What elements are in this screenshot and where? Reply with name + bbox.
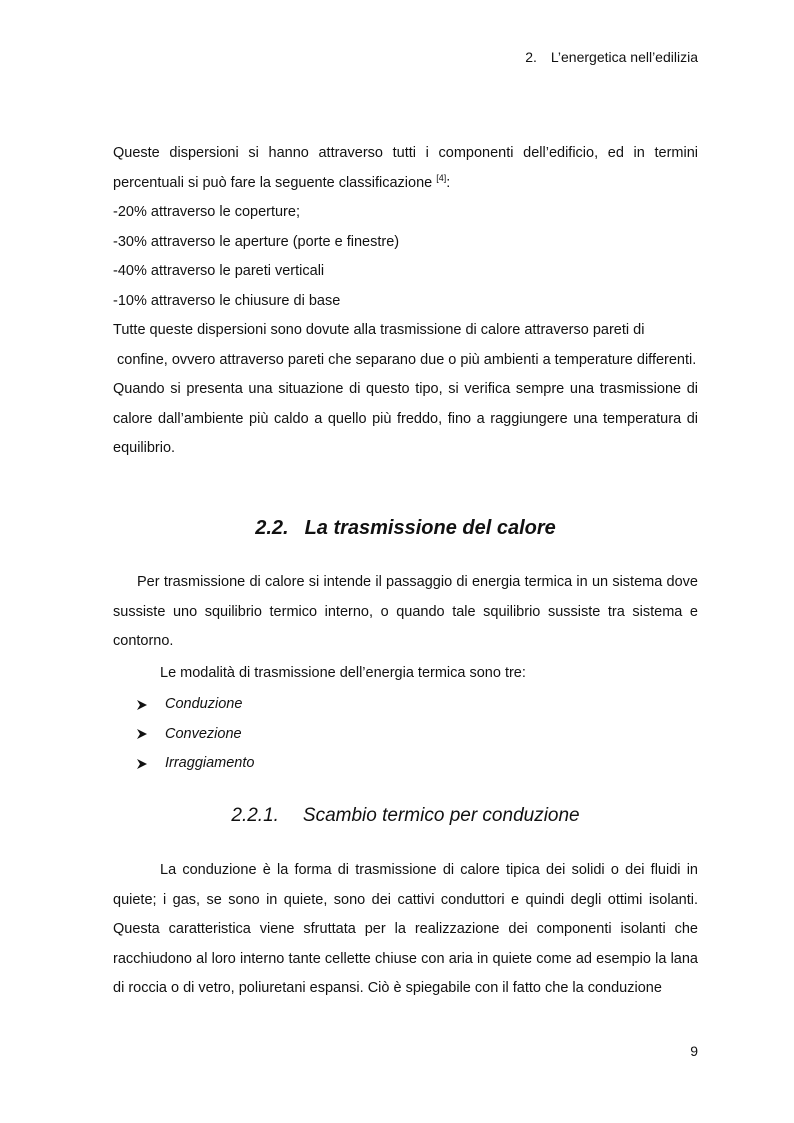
list-line: -10% attraverso le chiusure di base bbox=[113, 292, 341, 309]
bullet-list bbox=[136, 690, 254, 779]
subsection-heading bbox=[113, 800, 698, 832]
list-item bbox=[136, 720, 254, 750]
section-body bbox=[113, 568, 698, 688]
list-item bbox=[136, 749, 254, 779]
subsection-body bbox=[113, 856, 698, 1004]
subsection-number: 2.2.1. bbox=[231, 805, 279, 826]
list-line: -40% attraverso le pareti verticali bbox=[113, 263, 325, 279]
intro-p1-end: : bbox=[446, 174, 451, 191]
arrowhead-bullet-icon bbox=[136, 728, 165, 740]
page-number: 9 bbox=[690, 1043, 698, 1059]
bullet-label: Convezione bbox=[165, 725, 242, 742]
section-heading bbox=[113, 512, 698, 544]
section-number: 2.2. bbox=[255, 517, 289, 539]
arrowhead-bullet-icon bbox=[136, 699, 165, 711]
section-title: La trasmissione del calore bbox=[304, 517, 556, 539]
subsection-paragraph-1: La conduzione è la forma di trasmissione di calore tipica dei solidi o dei fluidi in quiete; i gas, se sono in quiete, sono dei cattivi conduttori e quindi degli ottimi isolanti. Questa caratteristica viene sfruttata per la realizzazione dei componenti isolanti che racchiudono al loro interno tante cellette chiuse con aria in quiete come ad esempio la lana di roccia o di vetro, poliuretani espansi. Ciò è spiegabile con il fatto che la conduzione bbox=[113, 862, 698, 996]
bullet-label: Conduzione bbox=[165, 696, 243, 712]
header-chapter-title: L’energetica nell’edilizia bbox=[550, 49, 698, 65]
citation-ref: [4] bbox=[436, 172, 447, 183]
intro-block bbox=[113, 139, 698, 464]
intro-p1-text: Queste dispersioni si hanno attraverso tutti i componenti dell’edificio, ed in termini percentuali si può fare la seguente classificazione bbox=[113, 145, 698, 191]
intro-paragraph-3: Quando si presenta una situazione di questo tipo, si verifica sempre una trasmissione di calore dall’ambiente più caldo a quello più freddo, fino a raggiungere una temperatura di equilibrio. bbox=[113, 381, 698, 456]
section-paragraph-1: Per trasmissione di calore si intende il passaggio di energia termica in un sistema dove sussiste uno squilibrio termico interno, o quando tale squilibrio sussiste tra sistema e contorno. bbox=[113, 574, 698, 649]
list-line: -30% attraverso le aperture (porte e finestre) bbox=[113, 233, 400, 250]
list-item bbox=[136, 690, 254, 720]
intro-paragraph-1 bbox=[113, 139, 698, 198]
intro-paragraph-2-line1: Tutte queste dispersioni sono dovute alla trasmissione di calore attraverso pareti di bbox=[113, 322, 645, 338]
arrowhead-bullet-icon bbox=[136, 758, 165, 770]
running-header bbox=[400, 47, 698, 67]
subsection-title: Scambio termico per conduzione bbox=[302, 805, 580, 826]
intro-paragraph-2-rest: confine, ovvero attraverso pareti che separano due o più ambienti a temperature differenti. bbox=[117, 351, 697, 368]
bullet-label: Irraggiamento bbox=[165, 755, 255, 771]
header-chapter-number: 2. bbox=[525, 49, 537, 65]
section-paragraph-2: Le modalità di trasmissione dell’energia termica sono tre: bbox=[160, 664, 526, 681]
list-line: -20% attraverso le coperture; bbox=[113, 204, 300, 220]
